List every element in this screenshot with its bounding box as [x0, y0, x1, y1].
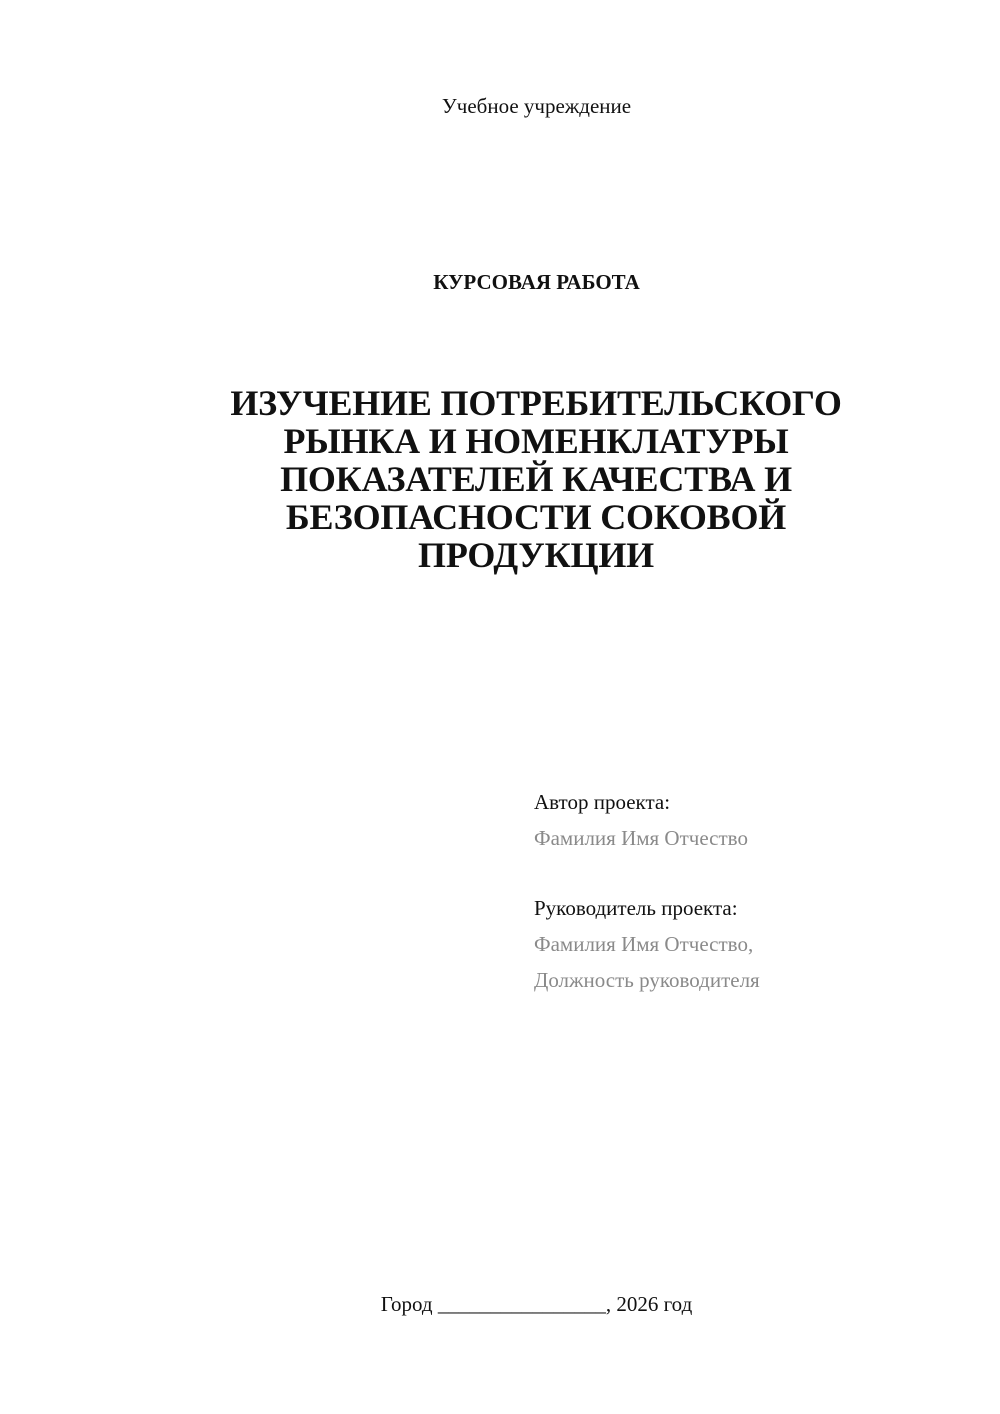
author-name-placeholder: Фамилия Имя Отчество	[534, 826, 748, 850]
supervisor-name-placeholder: Фамилия Имя Отчество,	[534, 932, 754, 956]
title-line: ПРОДУКЦИИ	[418, 535, 654, 575]
city-year-line: Город ________________, 2026 год	[380, 1292, 693, 1316]
title-line: РЫНКА И НОМЕНКЛАТУРЫ	[283, 421, 789, 461]
title-line: БЕЗОПАСНОСТИ СОКОВОЙ	[285, 497, 787, 537]
supervisor-label: Руководитель проекта:	[534, 896, 738, 920]
title-line: ИЗУЧЕНИЕ ПОТРЕБИТЕЛЬСКОГО	[230, 383, 842, 423]
institution-name: Учебное учреждение	[441, 94, 632, 118]
credits-block	[534, 788, 974, 994]
work-type-heading: КУРСОВАЯ РАБОТА	[433, 270, 640, 294]
author-label: Автор проекта:	[534, 790, 671, 814]
document-title	[180, 384, 892, 574]
supervisor-position-placeholder: Должность руководителя	[534, 968, 760, 992]
title-line: ПОКАЗАТЕЛЕЙ КАЧЕСТВА И	[280, 459, 792, 499]
